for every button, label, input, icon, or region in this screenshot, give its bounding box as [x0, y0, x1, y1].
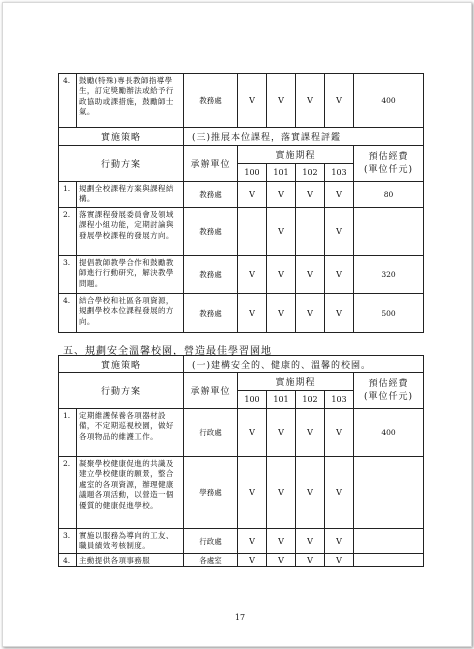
action-description: 凝聚學校健康促進的共識及建立學校健康的願景，整合處室的各項資源，辦理健康議題各項活動，以營造一個優質的健康促進學校。: [77, 457, 184, 529]
table-row: [59, 294, 424, 333]
table-row: [59, 554, 424, 567]
item-number: 3.: [59, 256, 77, 294]
check-101: V: [267, 529, 296, 554]
item-number: 4.: [59, 554, 77, 567]
budget-value: 400: [354, 74, 424, 128]
table-row: [59, 182, 424, 208]
check-100: [238, 208, 267, 256]
responsible-unit: 各處室: [184, 554, 238, 567]
year-100: 100: [238, 164, 267, 182]
action-description: 實施以服務為導向的工友、職員績效考核制度。: [77, 529, 184, 554]
check-101: V: [267, 409, 296, 457]
check-102: V: [296, 457, 325, 529]
period-header: 實施期程: [238, 373, 354, 391]
strategy-table-3: [58, 73, 424, 333]
year-100: 100: [238, 391, 267, 409]
budget-value: [354, 529, 424, 554]
table-row: [59, 74, 424, 128]
responsible-unit: 學務處: [184, 457, 238, 529]
year-102: 102: [296, 164, 325, 182]
budget-header: 預估經費 (單位仟元): [354, 373, 424, 409]
item-number: 4.: [59, 74, 77, 128]
check-100: V: [238, 457, 267, 529]
table-row: [59, 409, 424, 457]
check-103: V: [325, 208, 354, 256]
check-102: V: [296, 294, 325, 333]
strategy-label: 實施策略: [59, 356, 184, 373]
check-103: V: [325, 457, 354, 529]
strategy-label: 實施策略: [59, 128, 184, 146]
responsible-unit: 行政處: [184, 529, 238, 554]
check-103: V: [325, 182, 354, 208]
check-100: V: [238, 409, 267, 457]
strategy-title: (三)推展本位課程，落實課程評鑑: [184, 128, 424, 146]
check-102: [296, 208, 325, 256]
item-number: 2.: [59, 457, 77, 529]
check-103: V: [325, 74, 354, 128]
check-101: V: [267, 554, 296, 567]
check-101: V: [267, 256, 296, 294]
year-101: 101: [267, 164, 296, 182]
strategy-title: (一)建構安全的、健康的、溫馨的校園。: [184, 356, 424, 373]
year-103: 103: [325, 164, 354, 182]
unit-header: 承辦單位: [184, 146, 238, 182]
unit-header: 承辦單位: [184, 373, 238, 409]
table-row: [59, 457, 424, 529]
check-101: V: [267, 457, 296, 529]
check-100: V: [238, 554, 267, 567]
check-100: V: [238, 529, 267, 554]
responsible-unit: 教務處: [184, 74, 238, 128]
check-102: V: [296, 409, 325, 457]
budget-value: [354, 457, 424, 529]
action-description: 結合學校和社區各項資源，規劃學校本位課程發展的方向。: [77, 294, 184, 333]
check-100: V: [238, 294, 267, 333]
document-page: [2, 2, 472, 647]
year-102: 102: [296, 391, 325, 409]
action-description: 鼓勵(特殊)專長教師指導學生，訂定獎勵辦法或給予行政協助或課措施，鼓勵師士氣。: [77, 74, 184, 128]
budget-value: 400: [354, 409, 424, 457]
check-103: V: [325, 554, 354, 567]
check-100: V: [238, 256, 267, 294]
check-103: V: [325, 294, 354, 333]
strategy-table-5-1: [58, 355, 424, 567]
header-row: [59, 373, 424, 391]
responsible-unit: 行政處: [184, 409, 238, 457]
section-heading: 五、規劃安全溫馨校園，營造最佳學習園地: [63, 346, 272, 357]
responsible-unit: 教務處: [184, 182, 238, 208]
table-row: [59, 529, 424, 554]
action-description: 定期維護保養各項器材設備，不定期巡視校園，做好各項物品的維護工作。: [77, 409, 184, 457]
table-row: [59, 208, 424, 256]
check-101: V: [267, 182, 296, 208]
budget-value: 500: [354, 294, 424, 333]
check-102: V: [296, 256, 325, 294]
check-102: V: [296, 554, 325, 567]
table-row: [59, 256, 424, 294]
period-header: 實施期程: [238, 146, 354, 164]
item-number: 4.: [59, 294, 77, 333]
check-102: V: [296, 529, 325, 554]
page-number: 17: [234, 613, 246, 622]
item-number: 1.: [59, 409, 77, 457]
action-header: 行動方案: [59, 146, 184, 182]
year-103: 103: [325, 391, 354, 409]
check-102: V: [296, 182, 325, 208]
check-101: V: [267, 294, 296, 333]
strategy-row: [59, 128, 424, 146]
header-row: [59, 146, 424, 164]
check-101: V: [267, 208, 296, 256]
year-101: 101: [267, 391, 296, 409]
check-100: V: [238, 74, 267, 128]
responsible-unit: 教務處: [184, 256, 238, 294]
responsible-unit: 教務處: [184, 208, 238, 256]
check-103: V: [325, 529, 354, 554]
check-103: V: [325, 256, 354, 294]
action-description: 提倡教師教學合作和鼓勵教師進行行動研究，解決教學問題。: [77, 256, 184, 294]
budget-value: [354, 208, 424, 256]
strategy-row: [59, 356, 424, 373]
check-102: V: [296, 74, 325, 128]
budget-header: 預估經費 (單位仟元): [354, 146, 424, 182]
action-description: 落實課程發展委員會及領域課程小組功能，定期討論與發展學校課程的發展方向。: [77, 208, 184, 256]
check-103: V: [325, 409, 354, 457]
check-100: V: [238, 182, 267, 208]
item-number: 1.: [59, 182, 77, 208]
action-description: 主動提供各項事務服: [77, 554, 184, 567]
responsible-unit: 教務處: [184, 294, 238, 333]
budget-value: 320: [354, 256, 424, 294]
budget-value: [354, 554, 424, 567]
action-header: 行動方案: [59, 373, 184, 409]
check-101: V: [267, 74, 296, 128]
budget-value: 80: [354, 182, 424, 208]
action-description: 規劃全校課程方案與課程結構。: [77, 182, 184, 208]
item-number: 2.: [59, 208, 77, 256]
item-number: 3.: [59, 529, 77, 554]
